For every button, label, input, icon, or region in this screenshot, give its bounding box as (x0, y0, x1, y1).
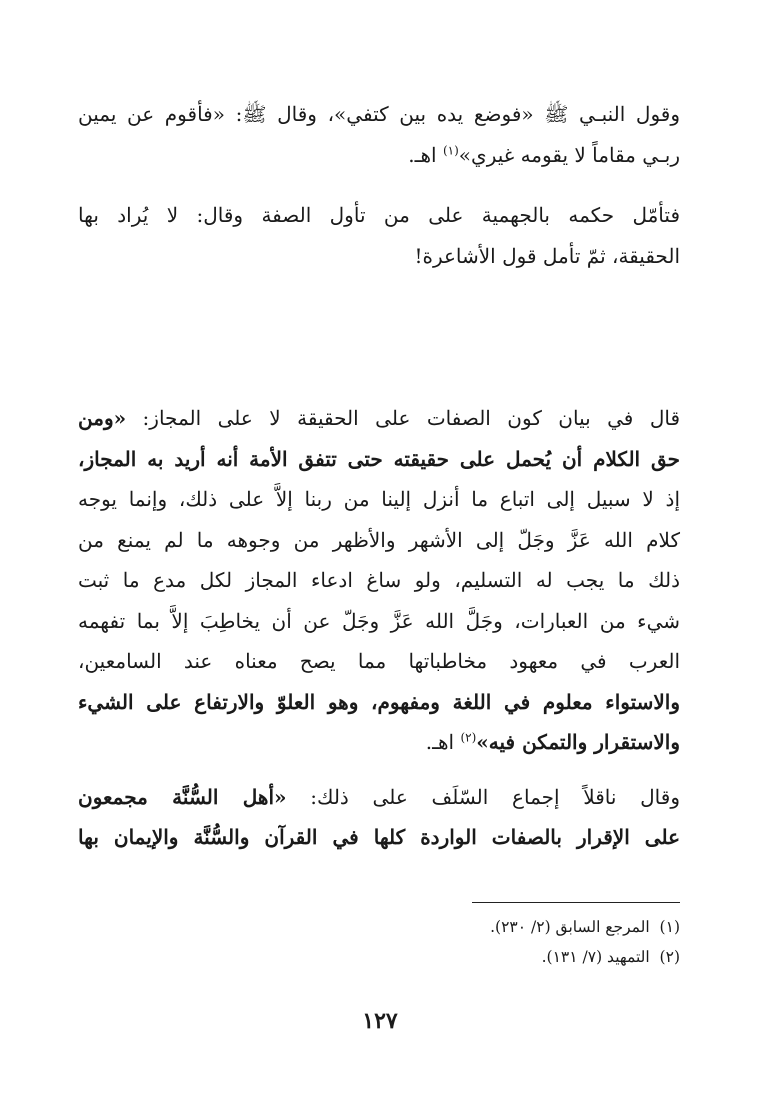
text-line: ذلك ما يجب له التسليم، ولو ساغ ادعاء المجاز لكل مدع ما ثبت (78, 568, 680, 592)
footnote-text: التمهيد (٧/ ١٣١). (541, 948, 650, 966)
heading-line (78, 340, 680, 384)
paragraph-2 (78, 195, 680, 276)
footnotes (78, 912, 680, 972)
text-line: حق الكلام أن يُحمل على حقيقته حتى تتفق الأمة أنه أريد به المجاز، (78, 446, 680, 471)
text-segment: قال في بيان كون الصفات على الحقيقة لا على المجاز: (126, 406, 680, 430)
paragraph-1 (78, 94, 680, 175)
text-line: إذ لا سبيل إلى اتباع ما أنزل إلينا من ربنا إلاَّ على ذلك، وإنما يوجه (78, 487, 680, 511)
text-line: على الإقرار بالصفات الواردة كلها في القرآن والسُّنَّة والإيمان بها (78, 825, 680, 849)
footnote-item (78, 942, 680, 972)
quote-segment: «أهل السُّنَّة مجمعون (78, 784, 287, 809)
footnote-text: المرجع السابق (٢/ ٢٣٠). (490, 918, 650, 936)
section-heading (78, 296, 680, 384)
text-line: كلام الله عَزَّ وجَلّ إلى الأشهر والأظهر من وجوهه ما لم يمنع من (78, 527, 680, 552)
text-line: الحقيقة، ثمّ تأمل قول الأشاعرة! (414, 243, 680, 268)
footnote-ref[interactable]: (١) (442, 142, 459, 157)
footnote-item (78, 912, 680, 942)
text-line (78, 135, 680, 176)
text-line: والاستواء معلوم في اللغة ومفهوم، وهو العلوّ والارتفاع على الشيء (78, 689, 680, 714)
text-line: وقول النبـي ﷺ «فوضع يده بين كتفي»، وقال ﷺ: «فأقوم عن يمين (78, 102, 680, 126)
page-number: ١٢٧ (362, 1008, 398, 1034)
quote-segment: والاستقرار والتمكن فيه» (476, 730, 680, 754)
text-line: شيء من العبارات، وجَلَّ الله عَزَّ وجَلّ عن أن يخاطِبَ إلاَّ بما تفهمه (78, 608, 680, 633)
text-segment: ربـي مقاماً لا يقومه غيري» (458, 142, 680, 167)
heading-line (78, 296, 680, 340)
text-segment: وقال ناقلاً إجماع السّلَف على ذلك: (286, 784, 680, 809)
text-segment: اهـ. (408, 142, 443, 167)
quote-segment: «ومن (78, 406, 127, 430)
paragraph-3 (78, 398, 680, 763)
footnote-divider (472, 902, 680, 903)
paragraph-4 (78, 777, 680, 858)
text-line: فتأمّل حكمه بالجهمية على من تأول الصفة وقال: لا يُراد بها (78, 203, 681, 227)
text-line (78, 777, 680, 818)
footnote-number: (٢) (659, 948, 680, 966)
text-line (78, 722, 680, 763)
footnote-number: (١) (659, 918, 680, 936)
text-line: العرب في معهود مخاطباتها مما يصح معناه عند السامعين، (78, 649, 680, 673)
text-segment: اهـ. (425, 730, 461, 754)
main-text (78, 94, 680, 858)
text-line (78, 398, 680, 439)
footnote-ref[interactable]: (٢) (460, 730, 477, 745)
